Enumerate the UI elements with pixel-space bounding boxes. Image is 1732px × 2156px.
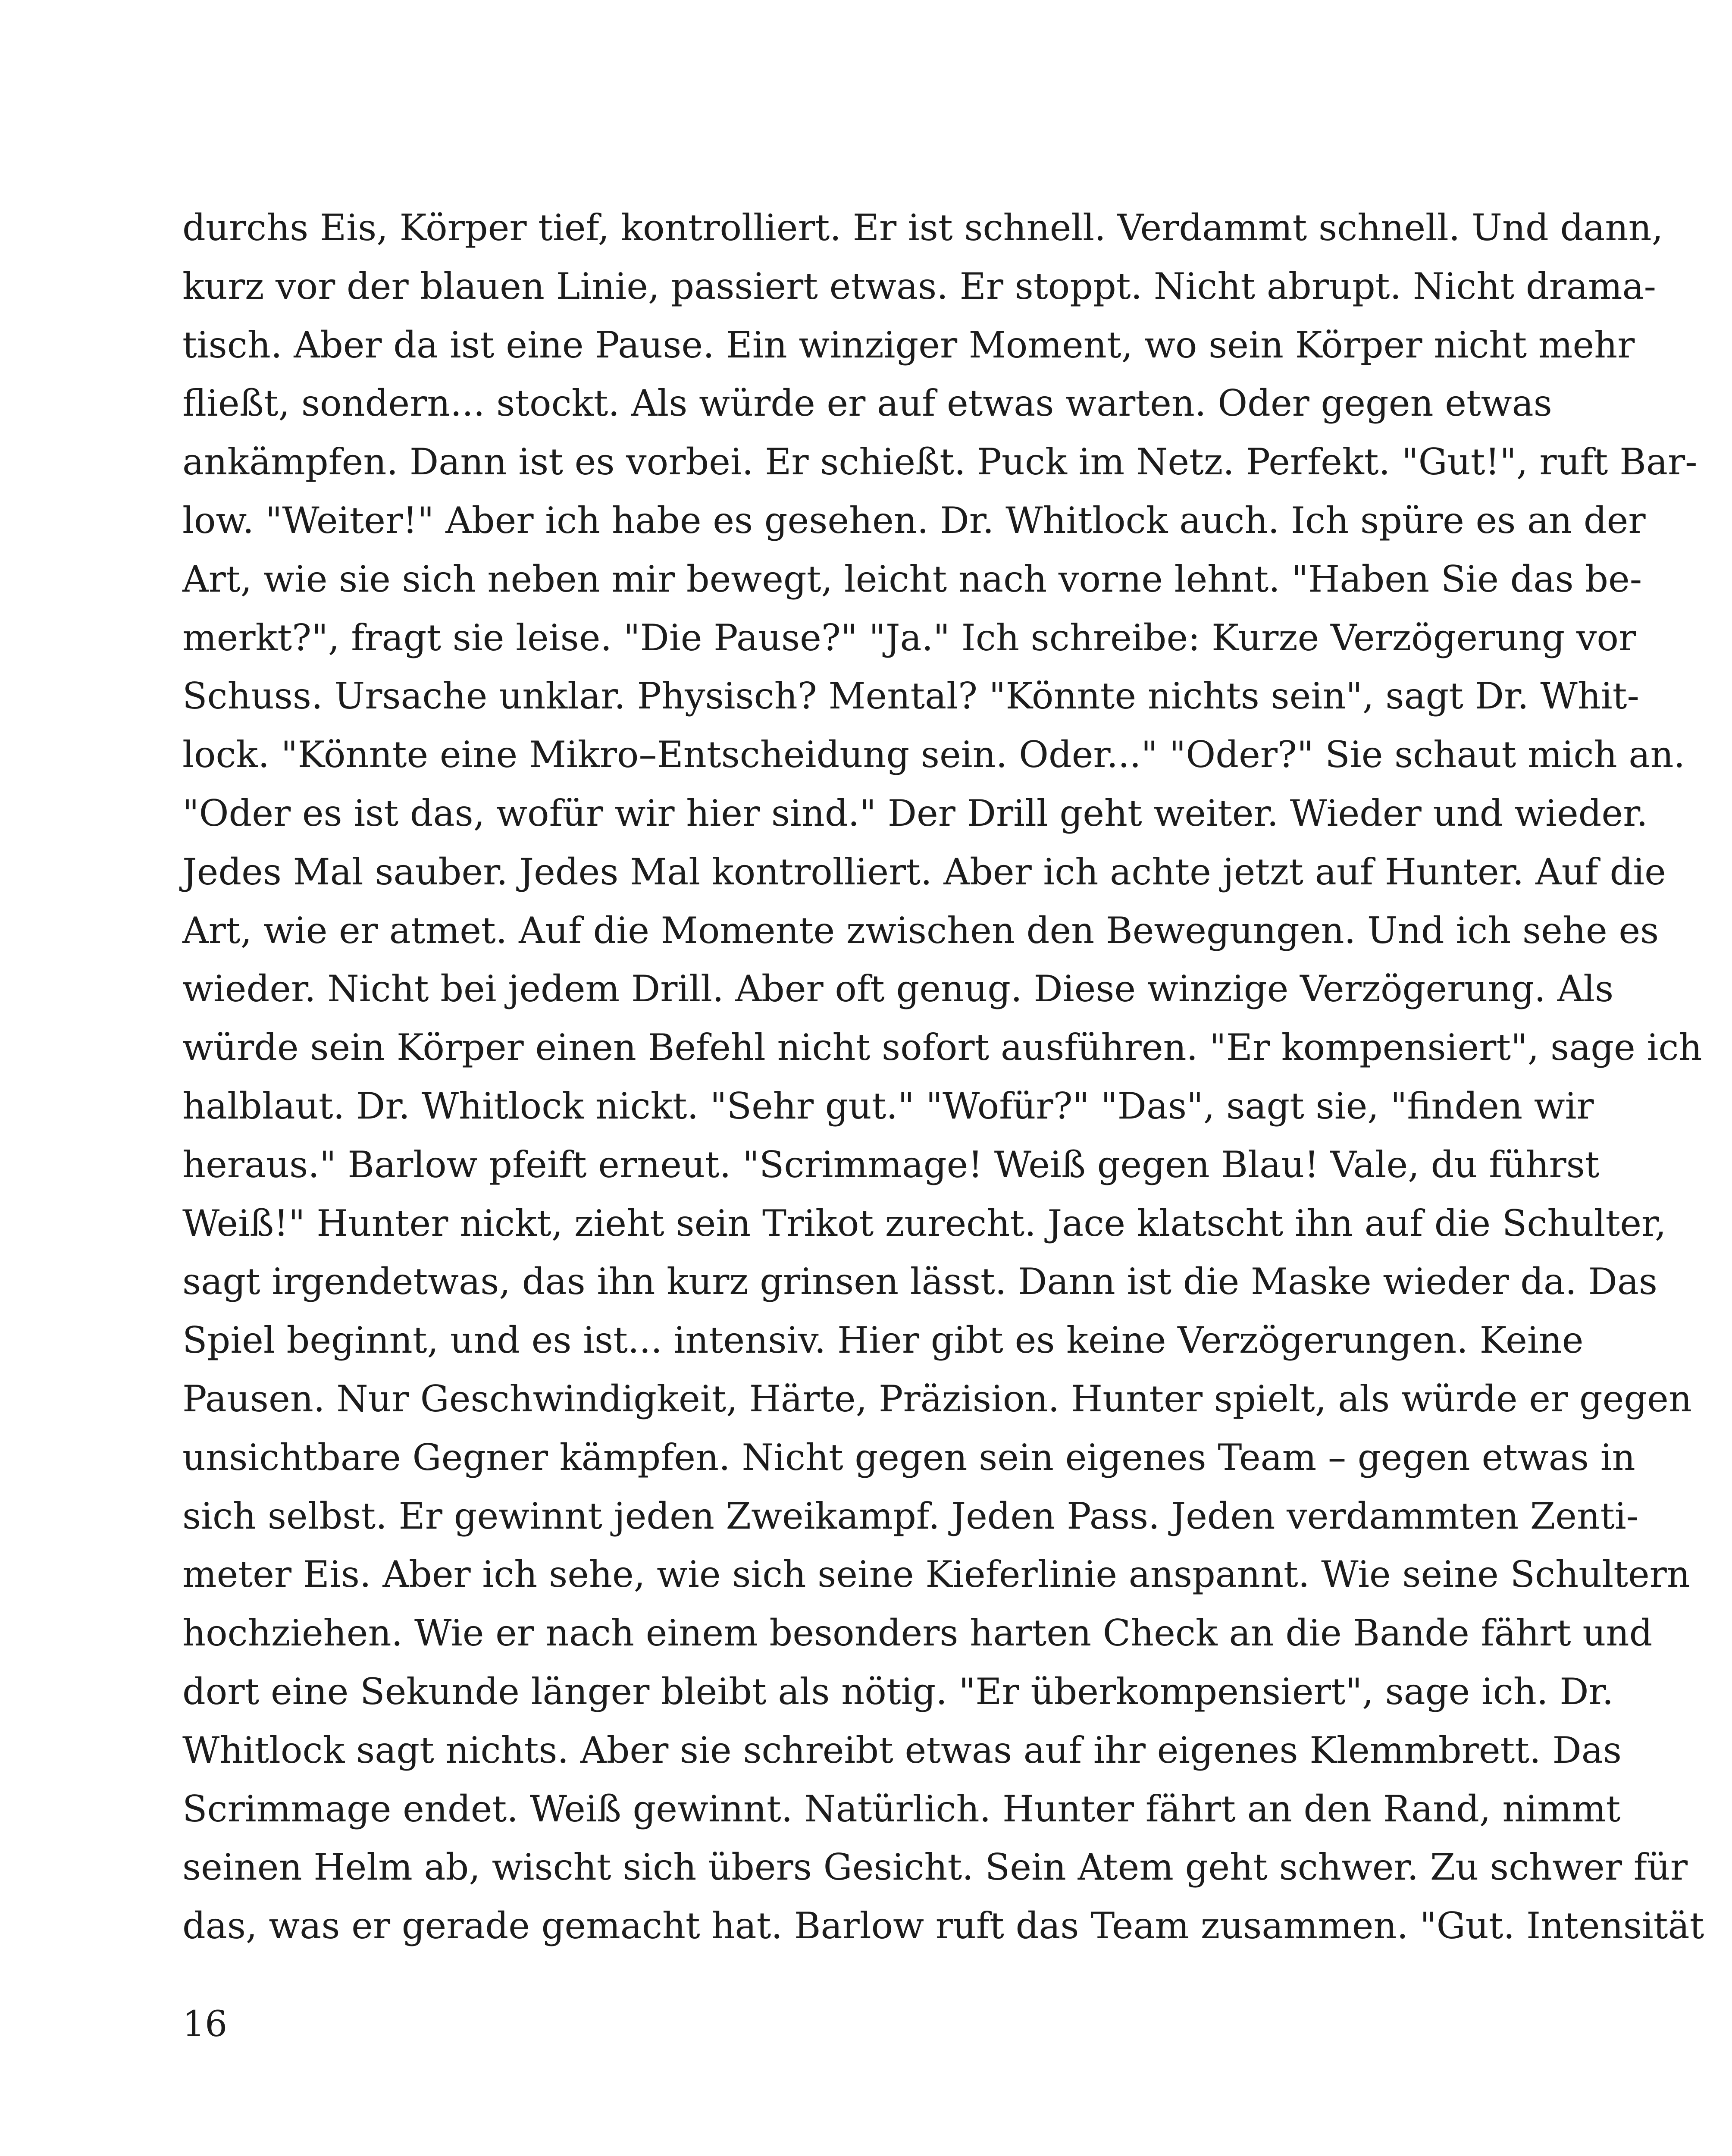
text-line: Jedes Mal sauber. Jedes Mal kontrolliert. Aber ich achte jetzt auf Hunter. Auf die (182, 850, 1666, 893)
text-line: ankämpfen. Dann ist es vorbei. Er schießt. Puck im Netz. Perfekt. "Gut!", ruft Bar- (182, 441, 1698, 483)
text-line: Scrimmage endet. Weiß gewinnt. Natürlich. Hunter fährt an den Rand, nimmt (182, 1787, 1621, 1830)
text-line: low. "Weiter!" Aber ich habe es gesehen. Dr. Whitlock auch. Ich spüre es an der (182, 499, 1646, 542)
body-text (182, 199, 1704, 1955)
text-line: kurz vor der blauen Linie, passiert etwas. Er stoppt. Nicht abrupt. Nicht drama- (182, 265, 1656, 307)
text-line: sich selbst. Er gewinnt jeden Zweikampf. Jeden Pass. Jeden verdammten Zenti- (182, 1495, 1639, 1537)
text-line: dort eine Sekunde länger bleibt als nötig. "Er überkompensiert", sage ich. Dr. (182, 1670, 1614, 1713)
text-line: lock. "Könnte eine Mikro–Entscheidung sein. Oder..." "Oder?" Sie schaut mich an. (182, 733, 1685, 776)
text-line: Pausen. Nur Geschwindigkeit, Härte, Präzision. Hunter spielt, als würde er gegen (182, 1377, 1692, 1420)
text-line: wieder. Nicht bei jedem Drill. Aber oft genug. Diese winzige Verzögerung. Als (182, 968, 1614, 1010)
page-number: 16 (182, 2004, 228, 2045)
text-line: hochziehen. Wie er nach einem besonders harten Check an die Bande fährt und (182, 1612, 1653, 1655)
text-line: sagt irgendetwas, das ihn kurz grinsen lässt. Dann ist die Maske wieder da. Das (182, 1260, 1658, 1303)
text-line: "Oder es ist das, wofür wir hier sind." Der Drill geht weiter. Wieder und wieder. (182, 792, 1648, 834)
text-line: Art, wie sie sich neben mir bewegt, leicht nach vorne lehnt. "Haben Sie das be- (182, 558, 1642, 600)
text-line: würde sein Körper einen Befehl nicht sofort ausführen. "Er kompensiert", sage ich (182, 1026, 1702, 1069)
text-line: seinen Helm ab, wischt sich übers Gesicht. Sein Atem geht schwer. Zu schwer für (182, 1846, 1688, 1889)
text-line: meter Eis. Aber ich sehe, wie sich seine Kieferlinie anspannt. Wie seine Schultern (182, 1553, 1690, 1596)
text-line: merkt?", fragt sie leise. "Die Pause?" "Ja." Ich schreibe: Kurze Verzögerung vor (182, 616, 1636, 659)
text-line: Weiß!" Hunter nickt, zieht sein Trikot zurecht. Jace klatscht ihn auf die Schulter, (182, 1202, 1666, 1244)
text-line: Art, wie er atmet. Auf die Momente zwischen den Bewegungen. Und ich sehe es (182, 909, 1659, 952)
text-line: heraus." Barlow pfeift erneut. "Scrimmage! Weiß gegen Blau! Vale, du führst (182, 1143, 1600, 1186)
text-line: das, was er gerade gemacht hat. Barlow ruft das Team zusammen. "Gut. Intensität (182, 1905, 1704, 1947)
text-line: unsichtbare Gegner kämpfen. Nicht gegen sein eigenes Team – gegen etwas in (182, 1436, 1635, 1479)
text-line: fließt, sondern... stockt. Als würde er auf etwas warten. Oder gegen etwas (182, 382, 1552, 425)
text-line: Schuss. Ursache unklar. Physisch? Mental? "Könnte nichts sein", sagt Dr. Whit- (182, 675, 1639, 718)
text-line: halblaut. Dr. Whitlock nickt. "Sehr gut." "Wofür?" "Das", sagt sie, "finden wir (182, 1084, 1594, 1127)
text-line: Whitlock sagt nichts. Aber sie schreibt etwas auf ihr eigenes Klemmbrett. Das (182, 1729, 1622, 1771)
text-line: tisch. Aber da ist eine Pause. Ein winziger Moment, wo sein Körper nicht mehr (182, 323, 1635, 366)
text-line: Spiel beginnt, und es ist... intensiv. Hier gibt es keine Verzögerungen. Keine (182, 1319, 1584, 1362)
text-line: durchs Eis, Körper tief, kontrolliert. Er ist schnell. Verdammt schnell. Und dann, (182, 207, 1663, 249)
